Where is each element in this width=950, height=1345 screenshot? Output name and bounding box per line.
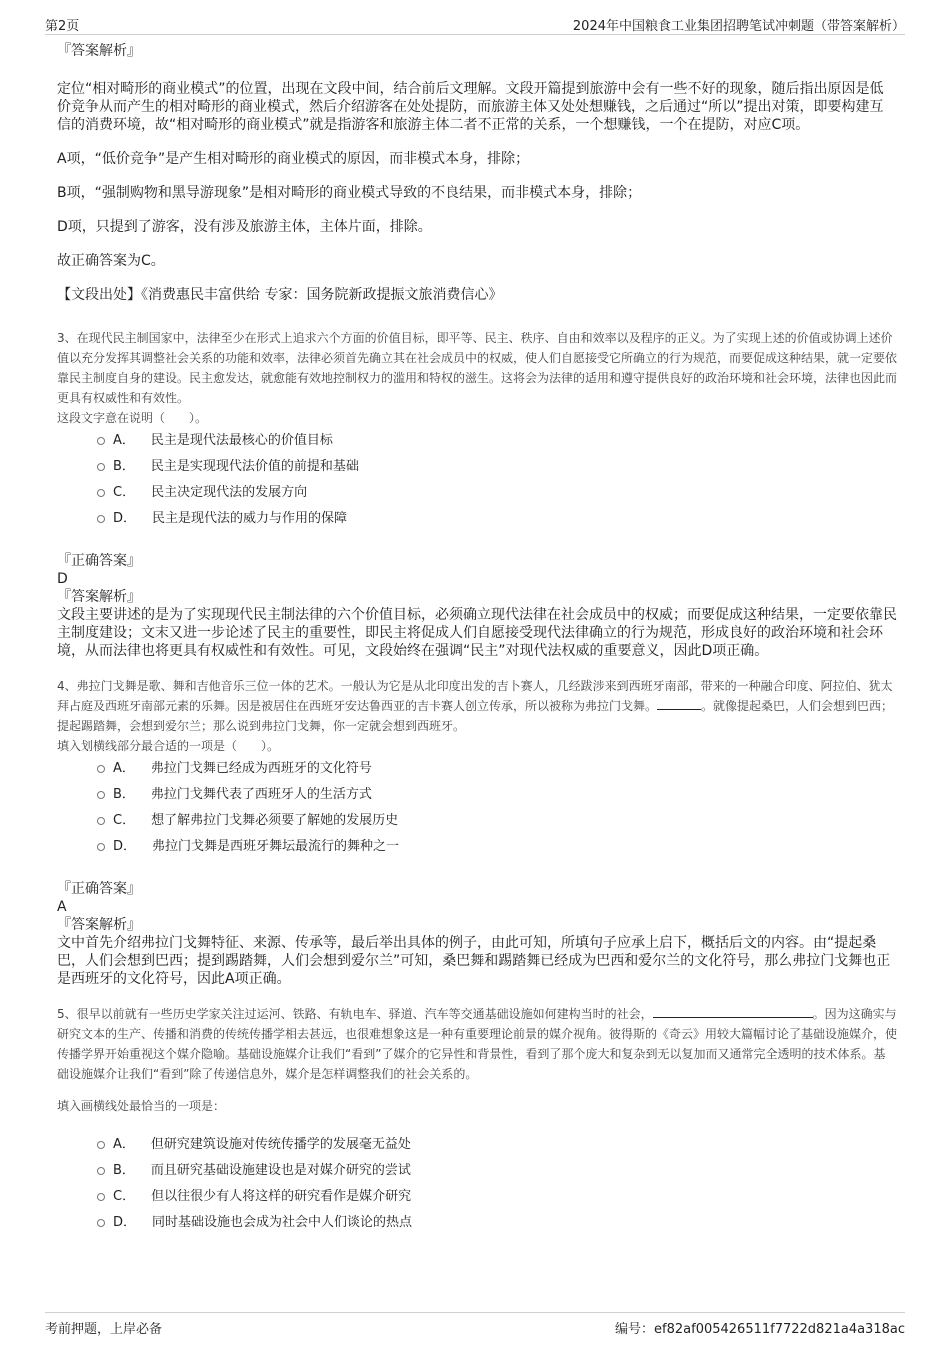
question-4-ask: 填入划横线部分最合适的一项是（ ）。 bbox=[57, 739, 280, 753]
q3-analysis: 文段主要讲述的是为了实现现代民主制法律的六个价值目标，必须确立现代法律在社会成员中的权威；而要促成这种结果，一定要依靠民主制度建设；文末又进一步论述了民主的重要性，即民主将促成人们自愿接受现代法律确立的行为规范，形成良好的政治环境和社会环境，从而法律也将更具有权威性和有效性。可见，文段始终在强调“民主”对现代法权威的重要意义，因此D项正确。 bbox=[57, 607, 897, 659]
question-5-stem: 5、很早以前就有一些历史学家关注过运河、铁路、有轨电车、驿道、汽车等交通基础设施如何建构当时的社会， 。因为这确实与研究文本的生产、传播和消费的传统传播学相去甚远，也很难想象这是一种有重要理论前景的媒介视角。彼得斯的《奇云》用较大篇幅讨论了基础设施媒介，使传播学界开始重视这个媒介隐喻。基础设施媒介让我们“看到”了媒介的它异性和背景性，看到了那个庞大和复杂到无以复加而又通常完全透明的技术体系。基础设施媒介让我们“看到”除了传递信息外，媒介是怎样调整我们的社会关系的。 bbox=[57, 1007, 898, 1081]
q3-option-d[interactable]: D． 民主是现代法的威力与作用的保障 bbox=[97, 506, 897, 532]
q4-analysis: 文中首先介绍弗拉门戈舞特征、来源、传承等，最后举出具体的例子，由此可知，所填句子应承上启下，概括后文的内容。由“提起桑巴，人们会想到巴西；提到踢踏舞，人们会想到爱尔兰”可知，桑巴舞和踢踏舞已经成为巴西和爱尔兰的文化符号，那么弗拉门戈舞也正是西班牙的文化符号，因此A项正确。 bbox=[57, 935, 891, 987]
question-5-ask: 填入画横线处最恰当的一项是： bbox=[57, 1099, 226, 1113]
analysis-option-b: B项，“强制购物和黑导游现象”是相对畸形的商业模式导致的不良结果，而非模式本身，排除； bbox=[57, 185, 642, 201]
analysis-label: 『答案解析』 bbox=[57, 43, 141, 59]
question-3-options bbox=[57, 428, 897, 532]
q5-option-a[interactable]: A． 但研究建筑设施对传统传播学的发展毫无益处 bbox=[97, 1132, 897, 1158]
q3-option-b[interactable]: B． 民主是实现现代法价值的前提和基础 bbox=[97, 454, 897, 480]
q4-analysis-label: 『答案解析』 bbox=[57, 917, 141, 933]
question-3-ask: 这段文字意在说明（ ）。 bbox=[57, 411, 208, 425]
page-header bbox=[45, 12, 905, 35]
document-body bbox=[57, 42, 897, 1236]
radio-icon[interactable] bbox=[97, 1141, 105, 1149]
q3-option-a[interactable]: A． 民主是现代法最核心的价值目标 bbox=[97, 428, 897, 454]
fill-blank bbox=[653, 1005, 813, 1018]
q4-option-b[interactable]: B． 弗拉门戈舞代表了西班牙人的生活方式 bbox=[97, 782, 897, 808]
document-id: 编号：ef82af005426511f7722d821a4a318ac bbox=[615, 1322, 905, 1337]
question-3-stem: 3、在现代民主制国家中，法律至少在形式上追求六个方面的价值目标，即平等、民主、秩序、自由和效率以及程序的正义。为了实现上述的价值或协调上述价值以充分发挥其调整社会关系的功能和效率，法律必须首先确立其在社会成员中的权威，使人们自愿接受它所确立的行为规范，而要促成这种结果，就一定要依靠民主制度自身的建设。民主愈发达，就愈能有效地控制权力的滥用和特权的滋生。这将会为法律的适用和遵守提供良好的政治环境和社会环境，法律也因此而更具有权威性和有效性。 bbox=[57, 331, 898, 405]
document-title: 2024年中国粮食工业集团招聘笔试冲刺题（带答案解析） bbox=[572, 19, 905, 34]
q4-answer: A bbox=[57, 899, 67, 915]
footer-slogan: 考前押题，上岸必备 bbox=[45, 1322, 163, 1337]
radio-icon[interactable] bbox=[97, 817, 105, 825]
radio-icon[interactable] bbox=[97, 791, 105, 799]
analysis-option-a: A项，“低价竞争”是产生相对畸形的商业模式的原因，而非模式本身，排除； bbox=[57, 151, 530, 167]
text-source: 【文段出处】《消费惠民丰富供给 专家：国务院新政提振文旅消费信心》 bbox=[57, 287, 503, 303]
radio-icon[interactable] bbox=[97, 1193, 105, 1201]
question-4-stem: 4、弗拉门戈舞是歌、舞和吉他音乐三位一体的艺术。一般认为它是从北印度出发的吉卜赛人，几经跋涉来到西班牙南部，带来的一种融合印度、阿拉伯、犹太拜占庭及西班牙南部元素的乐舞。因是被居住在西班牙安达鲁西亚的吉卡赛人创立传承，所以被称为弗拉门戈舞。 。就像提起桑巴，人们会想到巴西；提起踢踏舞，会想到爱尔兰；那么说到弗拉门戈舞，你一定就会想到西班牙。 bbox=[57, 679, 894, 733]
q4-option-a[interactable]: A． 弗拉门戈舞已经成为西班牙的文化符号 bbox=[97, 756, 897, 782]
radio-icon[interactable] bbox=[97, 437, 105, 445]
q5-option-d[interactable]: D． 同时基础设施也会成为社会中人们谈论的热点 bbox=[97, 1210, 897, 1236]
radio-icon[interactable] bbox=[97, 843, 105, 851]
page-number: 第2页 bbox=[45, 19, 80, 34]
radio-icon[interactable] bbox=[97, 489, 105, 497]
q3-answer: D bbox=[57, 571, 68, 587]
fill-blank bbox=[657, 697, 701, 710]
q5-option-b[interactable]: B． 而且研究基础设施建设也是对媒介研究的尝试 bbox=[97, 1158, 897, 1184]
radio-icon[interactable] bbox=[97, 1219, 105, 1227]
q5-option-c[interactable]: C． 但以往很少有人将这样的研究看作是媒介研究 bbox=[97, 1184, 897, 1210]
analysis-text: 定位“相对畸形的商业模式”的位置，出现在文段中间，结合前后文理解。文段开篇提到旅游中会有一些不好的现象，随后指出原因是低价竞争从而产生的相对畸形的商业模式，然后介绍游客在处处提防，而旅游主体又处处想赚钱，之后通过“所以”提出对策，即要构建互信的消费环境，故“相对畸形的商业模式”就是指游客和旅游主体二者不正常的关系，一个想赚钱，一个在提防，对应C项。 bbox=[57, 81, 884, 133]
radio-icon[interactable] bbox=[97, 765, 105, 773]
q4-answer-label: 『正确答案』 bbox=[57, 881, 141, 897]
analysis-conclusion: 故正确答案为C。 bbox=[57, 253, 165, 269]
page-footer bbox=[45, 1312, 905, 1337]
q4-option-c[interactable]: C． 想了解弗拉门戈舞必须要了解她的发展历史 bbox=[97, 808, 897, 834]
radio-icon[interactable] bbox=[97, 515, 105, 523]
radio-icon[interactable] bbox=[97, 463, 105, 471]
question-4-options bbox=[57, 756, 897, 860]
question-5-options bbox=[57, 1132, 897, 1236]
radio-icon[interactable] bbox=[97, 1167, 105, 1175]
q3-analysis-label: 『答案解析』 bbox=[57, 589, 141, 605]
analysis-option-d: D项，只提到了游客，没有涉及旅游主体，主体片面，排除。 bbox=[57, 219, 432, 235]
q3-answer-label: 『正确答案』 bbox=[57, 553, 141, 569]
q3-option-c[interactable]: C． 民主决定现代法的发展方向 bbox=[97, 480, 897, 506]
q4-option-d[interactable]: D． 弗拉门戈舞是西班牙舞坛最流行的舞种之一 bbox=[97, 834, 897, 860]
